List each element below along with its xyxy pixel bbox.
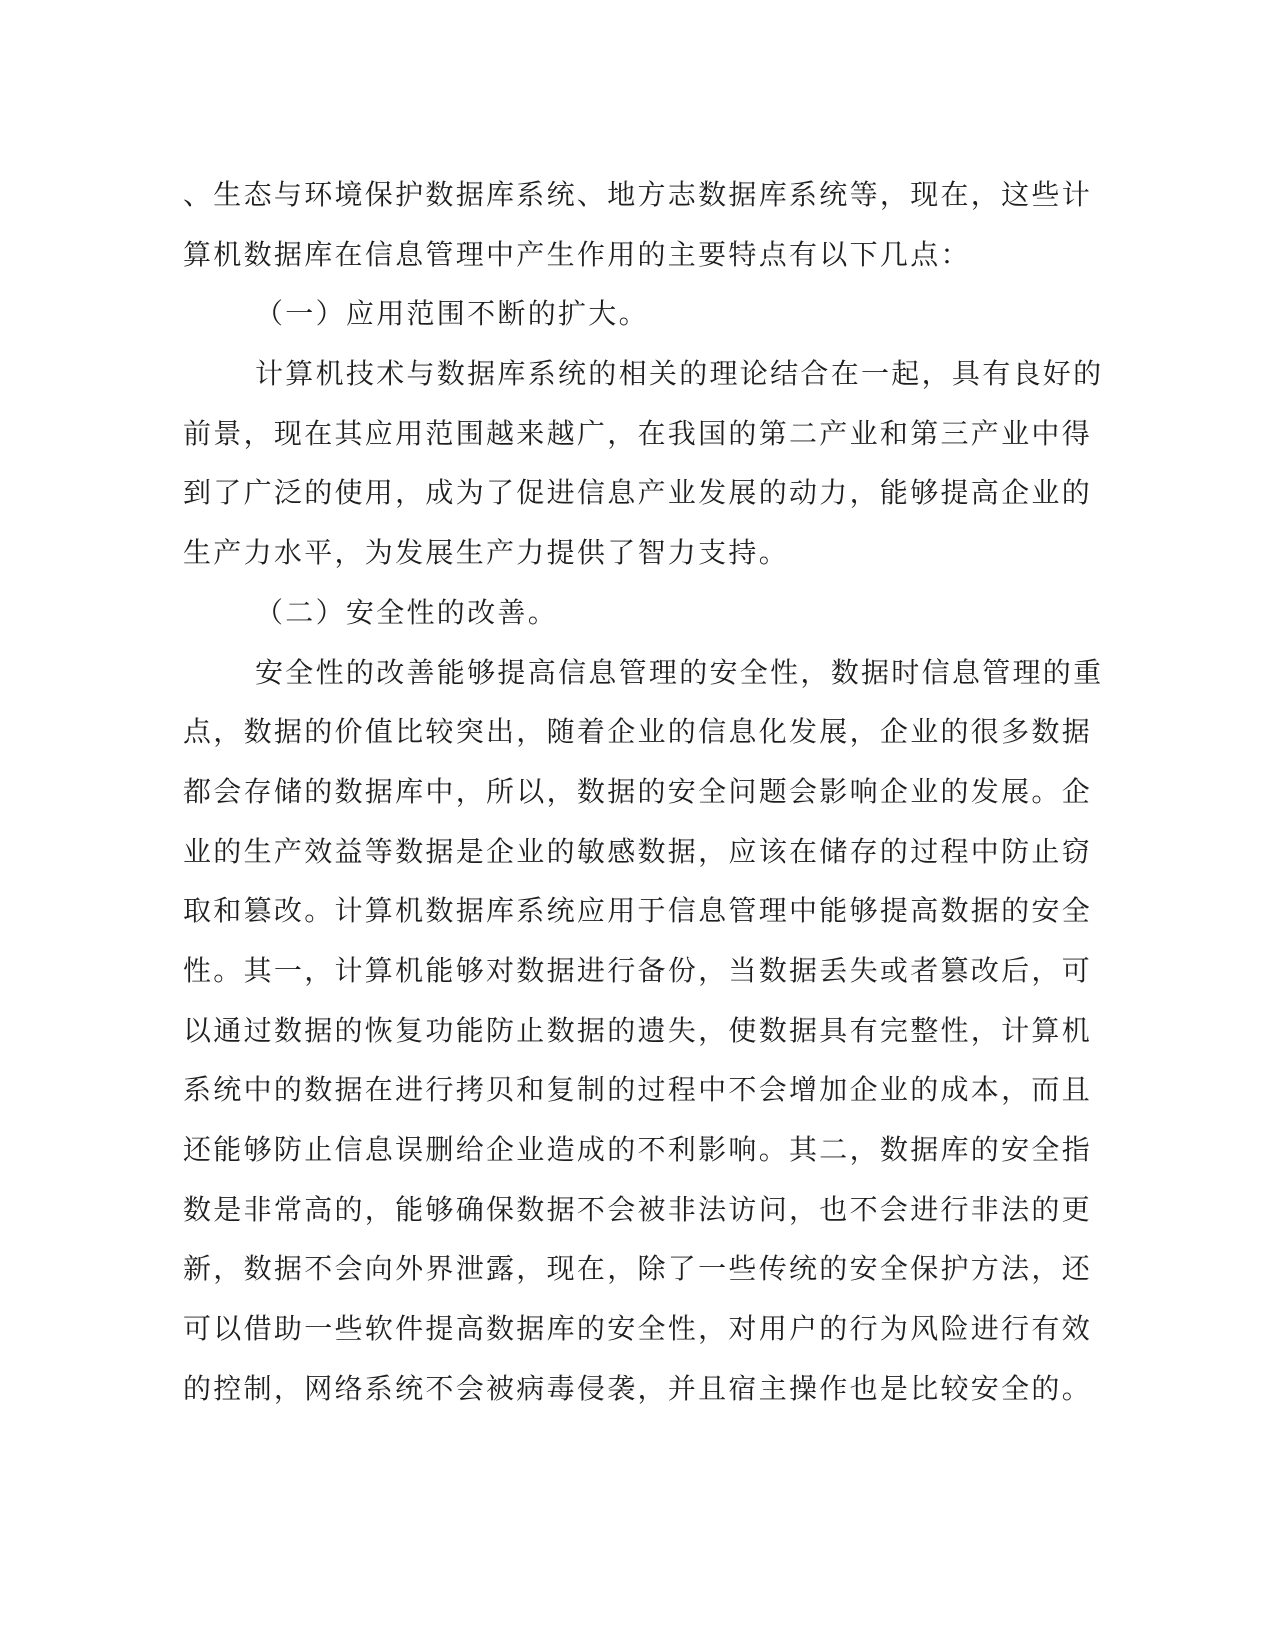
text-line: 以通过数据的恢复功能防止数据的遗失，使数据具有完整性，计算机 [183,1013,1093,1047]
text-line: 算机数据库在信息管理中产生作用的主要特点有以下几点： [183,237,971,271]
text-line: 、生态与环境保护数据库系统、地方志数据库系统等，现在，这些计 [183,178,1093,211]
text-line: 计算机技术与数据库系统的相关的理论结合在一起，具有良好的 [255,357,1104,391]
text-line: 还能够防止信息误删给企业造成的不利影响。其二，数据库的安全指 [183,1133,1093,1166]
text-line: 可以借助一些软件提高数据库的安全性，对用户的行为风险进行有效 [183,1312,1093,1346]
text-line: 到了广泛的使用，成为了促进信息产业发展的动力，能够提高企业的 [183,476,1093,510]
text-line: 都会存储的数据库中，所以，数据的安全问题会影响企业的发展。企 [183,774,1093,808]
section-heading-2: （二）安全性的改善。 [255,595,559,629]
body-text [183,165,1104,1418]
text-line: 点，数据的价值比较突出，随着企业的信息化发展，企业的很多数据 [183,715,1093,749]
text-line: 数是非常高的，能够确保数据不会被非法访问，也不会进行非法的更 [183,1192,1093,1226]
text-line: 取和篡改。计算机数据库系统应用于信息管理中能够提高数据的安全 [183,894,1093,928]
text-line: 新，数据不会向外界泄露，现在，除了一些传统的安全保护方法，还 [183,1252,1093,1286]
text-line: 性。其一，计算机能够对数据进行备份，当数据丢失或者篡改后，可 [183,953,1093,987]
text-line: 系统中的数据在进行拷贝和复制的过程中不会增加企业的成本，而且 [183,1073,1093,1107]
text-line: 生产力水平，为发展生产力提供了智力支持。 [183,536,790,570]
text-line: 安全性的改善能够提高信息管理的安全性，数据时信息管理的重 [255,655,1104,689]
text-line: 业的生产效益等数据是企业的敏感数据，应该在储存的过程中防止窃 [183,834,1093,868]
section-heading-1: （一）应用范围不断的扩大。 [255,297,649,331]
text-line: 前景，现在其应用范围越来越广，在我国的第二产业和第三产业中得 [183,416,1093,450]
text-line: 的控制，网络系统不会被病毒侵袭，并且宿主操作也是比较安全的。 [183,1371,1093,1405]
